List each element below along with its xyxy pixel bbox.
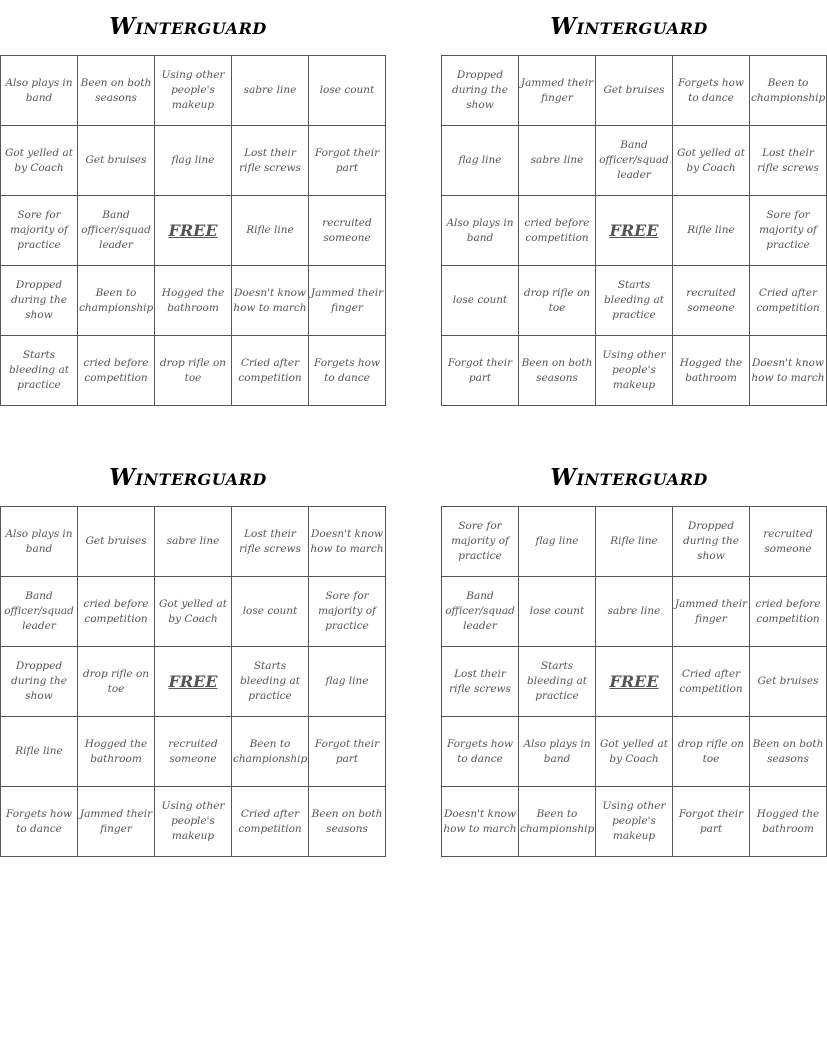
- grid-row: [1, 56, 386, 126]
- bingo-cell: Starts bleeding at practice: [519, 647, 596, 717]
- grid-row: [442, 336, 827, 406]
- bingo-cell: sabre line: [519, 126, 596, 196]
- free-space: FREE: [596, 647, 673, 717]
- bingo-cell: Rifle line: [673, 196, 750, 266]
- bingo-cell: Doesn't know how to march: [442, 787, 519, 857]
- card-title: Winterguard: [550, 13, 708, 40]
- bingo-cell: recruited someone: [750, 507, 827, 577]
- bingo-cell: lose count: [309, 56, 386, 126]
- bingo-cell: Sore for majority of practice: [1, 196, 78, 266]
- bingo-cell: Dropped during the show: [442, 56, 519, 126]
- bingo-cell: lose count: [232, 577, 309, 647]
- bingo-grid: [441, 506, 827, 857]
- bingo-cell: Sore for majority of practice: [309, 577, 386, 647]
- bingo-cell: Using other people's makeup: [596, 787, 673, 857]
- bingo-cell: Dropped during the show: [1, 647, 78, 717]
- bingo-cell: Got yelled at by Coach: [596, 717, 673, 787]
- bingo-cell: Forgot their part: [673, 787, 750, 857]
- bingo-cell: Forgets how to dance: [1, 787, 78, 857]
- bingo-cell: drop rifle on toe: [155, 336, 232, 406]
- grid-row: [442, 577, 827, 647]
- bingo-grid: [0, 55, 386, 406]
- grid-row: [1, 507, 386, 577]
- bingo-cell: sabre line: [232, 56, 309, 126]
- bingo-cell: Doesn't know how to march: [309, 507, 386, 577]
- bingo-cell: Been on both seasons: [519, 336, 596, 406]
- bingo-cell: Got yelled at by Coach: [673, 126, 750, 196]
- bingo-cell: drop rifle on toe: [519, 266, 596, 336]
- bingo-cell: Forgot their part: [309, 126, 386, 196]
- card-title: Winterguard: [550, 464, 708, 491]
- bingo-cell: sabre line: [596, 577, 673, 647]
- bingo-cell: Lost their rifle screws: [750, 126, 827, 196]
- bingo-cell: sabre line: [155, 507, 232, 577]
- bingo-cell: Starts bleeding at practice: [1, 336, 78, 406]
- grid-row: [1, 787, 386, 857]
- bingo-grid: [0, 506, 386, 857]
- bingo-cell: Doesn't know how to march: [750, 336, 827, 406]
- bingo-cell: Got yelled at by Coach: [1, 126, 78, 196]
- bingo-cell: Cried after competition: [232, 787, 309, 857]
- bingo-cell: Been to championship: [78, 266, 155, 336]
- bingo-cell: Forgets how to dance: [309, 336, 386, 406]
- grid-row: [1, 647, 386, 717]
- bingo-cell: recruited someone: [309, 196, 386, 266]
- bingo-cell: Also plays in band: [442, 196, 519, 266]
- grid-row: [1, 126, 386, 196]
- bingo-cell: Been on both seasons: [309, 787, 386, 857]
- bingo-cell: Hogged the bathroom: [78, 717, 155, 787]
- bingo-cell: drop rifle on toe: [78, 647, 155, 717]
- bingo-cell: cried before competition: [78, 336, 155, 406]
- bingo-cell: Been to championship: [519, 787, 596, 857]
- grid-row: [1, 196, 386, 266]
- bingo-cell: cried before competition: [750, 577, 827, 647]
- bingo-cell: Jammed their finger: [673, 577, 750, 647]
- grid-row: [442, 196, 827, 266]
- bingo-cell: Hogged the bathroom: [750, 787, 827, 857]
- free-space: FREE: [155, 196, 232, 266]
- bingo-cell: Sore for majority of practice: [750, 196, 827, 266]
- grid-row: [442, 266, 827, 336]
- bingo-cell: Using other people's makeup: [596, 336, 673, 406]
- bingo-cell: Starts bleeding at practice: [232, 647, 309, 717]
- bingo-cell: cried before competition: [519, 196, 596, 266]
- bingo-cell: Hogged the bathroom: [155, 266, 232, 336]
- bingo-cell: Been to championship: [750, 56, 827, 126]
- grid-row: [442, 717, 827, 787]
- bingo-cell: Also plays in band: [1, 56, 78, 126]
- bingo-cell: Band officer/squad leader: [596, 126, 673, 196]
- bingo-cell: lose count: [519, 577, 596, 647]
- bingo-cell: Rifle line: [232, 196, 309, 266]
- bingo-cell: Rifle line: [596, 507, 673, 577]
- grid-row: [442, 507, 827, 577]
- grid-row: [442, 787, 827, 857]
- grid-row: [442, 126, 827, 196]
- bingo-grid: [441, 55, 827, 406]
- bingo-cell: Hogged the bathroom: [673, 336, 750, 406]
- bingo-cell: Got yelled at by Coach: [155, 577, 232, 647]
- bingo-cell: flag line: [309, 647, 386, 717]
- bingo-cell: Jammed their finger: [519, 56, 596, 126]
- bingo-cell: Lost their rifle screws: [232, 507, 309, 577]
- bingo-cell: flag line: [519, 507, 596, 577]
- bingo-cell: flag line: [442, 126, 519, 196]
- bingo-cell: drop rifle on toe: [673, 717, 750, 787]
- bingo-cell: Lost their rifle screws: [232, 126, 309, 196]
- bingo-cell: recruited someone: [155, 717, 232, 787]
- bingo-cell: Lost their rifle screws: [442, 647, 519, 717]
- bingo-cell: Forgets how to dance: [442, 717, 519, 787]
- grid-row: [1, 266, 386, 336]
- card-title: Winterguard: [109, 13, 267, 40]
- bingo-cell: Using other people's makeup: [155, 56, 232, 126]
- bingo-cell: Cried after competition: [750, 266, 827, 336]
- bingo-cell: Jammed their finger: [309, 266, 386, 336]
- bingo-cell: Doesn't know how to march: [232, 266, 309, 336]
- bingo-cell: Sore for majority of practice: [442, 507, 519, 577]
- bingo-cell: Dropped during the show: [673, 507, 750, 577]
- grid-row: [442, 56, 827, 126]
- bingo-cell: lose count: [442, 266, 519, 336]
- bingo-cell: Forgot their part: [309, 717, 386, 787]
- bingo-cell: Band officer/squad leader: [1, 577, 78, 647]
- bingo-cell: Dropped during the show: [1, 266, 78, 336]
- bingo-cell: Starts bleeding at practice: [596, 266, 673, 336]
- bingo-cell: Also plays in band: [519, 717, 596, 787]
- grid-row: [442, 647, 827, 717]
- bingo-cell: Been on both seasons: [750, 717, 827, 787]
- card-title: Winterguard: [109, 464, 267, 491]
- bingo-cell: Been to championship: [232, 717, 309, 787]
- bingo-cell: Band officer/squad leader: [442, 577, 519, 647]
- bingo-cell: Get bruises: [596, 56, 673, 126]
- bingo-cell: Forgets how to dance: [673, 56, 750, 126]
- bingo-cell: Been on both seasons: [78, 56, 155, 126]
- free-space: FREE: [155, 647, 232, 717]
- grid-row: [1, 717, 386, 787]
- bingo-cell: Get bruises: [750, 647, 827, 717]
- bingo-cell: Rifle line: [1, 717, 78, 787]
- bingo-cell: Get bruises: [78, 507, 155, 577]
- bingo-cell: recruited someone: [673, 266, 750, 336]
- grid-row: [1, 577, 386, 647]
- bingo-cell: Forgot their part: [442, 336, 519, 406]
- bingo-cell: Jammed their finger: [78, 787, 155, 857]
- bingo-cell: Also plays in band: [1, 507, 78, 577]
- bingo-cell: Band officer/squad leader: [78, 196, 155, 266]
- bingo-cell: Cried after competition: [673, 647, 750, 717]
- bingo-cell: cried before competition: [78, 577, 155, 647]
- grid-row: [1, 336, 386, 406]
- bingo-cell: Get bruises: [78, 126, 155, 196]
- free-space: FREE: [596, 196, 673, 266]
- bingo-cell: Using other people's makeup: [155, 787, 232, 857]
- bingo-cell: flag line: [155, 126, 232, 196]
- bingo-cell: Cried after competition: [232, 336, 309, 406]
